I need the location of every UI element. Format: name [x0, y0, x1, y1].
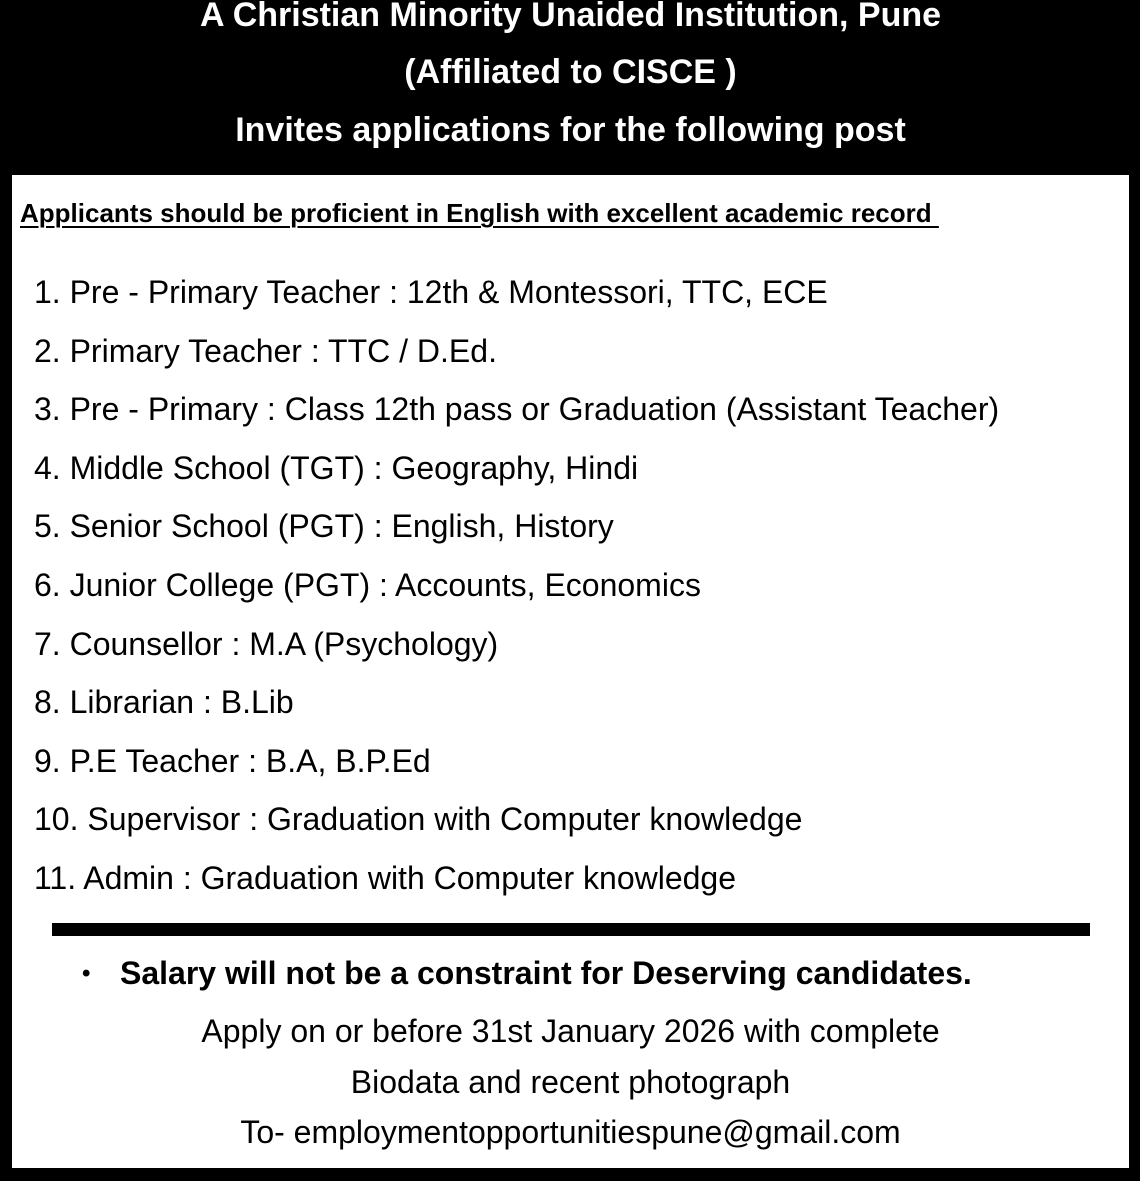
list-item: 2. Primary Teacher : TTC / D.Ed. [34, 332, 497, 369]
salary-text: Salary will not be a constraint for Deserving candidates. [120, 955, 972, 991]
institution-name: A Christian Minority Unaided Institution, Pune [199, 0, 942, 34]
list-item: 7. Counsellor : M.A (Psychology) [34, 625, 499, 662]
list-item: 1. Pre - Primary Teacher : 12th & Montessori, TTC, ECE [34, 274, 828, 310]
list-item: 9. P.E Teacher : B.A, B.P.Ed [34, 742, 431, 779]
list-item: 8. Librarian : B.Lib [34, 684, 294, 721]
list-item: 11. Admin : Graduation with Computer knowledge [34, 859, 737, 896]
affiliation: (Affiliated to CISCE ) [404, 53, 737, 91]
institution-header [0, 0, 1141, 175]
apply-deadline: Apply on or before 31st January 2026 with complete [201, 1013, 940, 1049]
posts-list [34, 263, 999, 908]
invitation-heading: Invites applications for the following post [235, 111, 906, 149]
list-item: 6. Junior College (PGT) : Accounts, Economics [34, 566, 701, 603]
list-item: 3. Pre - Primary : Class 12th pass or Graduation (Assistant Teacher) [34, 391, 1000, 428]
requirement-note: Applicants should be proficient in English with excellent academic record [20, 198, 939, 228]
list-item: 4. Middle School (TGT) : Geography, Hindi [34, 449, 639, 486]
bullet-icon: • [82, 960, 91, 987]
list-item: 10. Supervisor : Graduation with Computer knowledge [34, 801, 803, 838]
apply-email: To- employmentopportunitiespune@gmail.com [240, 1114, 901, 1150]
divider [52, 923, 1090, 936]
list-item: 5. Senior School (PGT) : English, History [34, 508, 614, 545]
salary-note [82, 953, 972, 994]
apply-documents: Biodata and recent photograph [350, 1064, 791, 1100]
content-panel [12, 175, 1129, 1168]
